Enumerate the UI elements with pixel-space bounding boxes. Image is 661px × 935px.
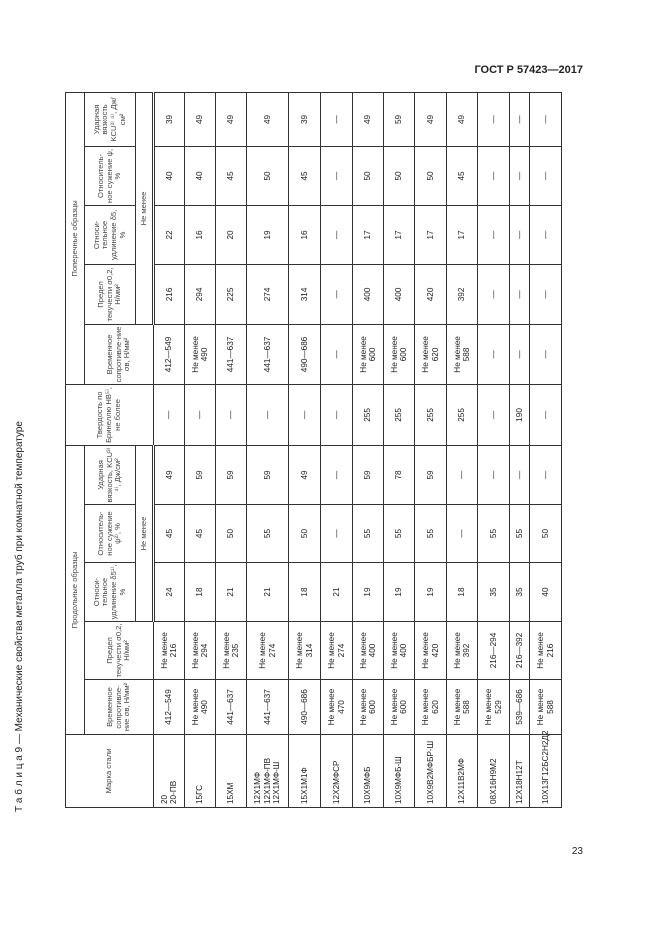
value-cell: Не менее 294 bbox=[185, 622, 216, 680]
value-cell: 420 bbox=[415, 264, 447, 324]
value-cell: — bbox=[510, 146, 530, 205]
value-cell: — bbox=[510, 92, 530, 146]
value-cell: — bbox=[530, 92, 562, 146]
value-cell: — bbox=[530, 264, 562, 324]
value-cell: Не менее 400 bbox=[384, 622, 415, 680]
value-cell: — bbox=[510, 445, 530, 504]
value-cell: 49 bbox=[185, 92, 216, 146]
value-cell: — bbox=[447, 505, 478, 563]
value-cell: 21 bbox=[321, 563, 353, 622]
value-cell: 55 bbox=[384, 505, 415, 563]
value-cell: — bbox=[321, 505, 353, 563]
value-cell: — bbox=[289, 384, 321, 445]
value-cell: 441—637 bbox=[216, 680, 247, 735]
value-cell: Не менее 600 bbox=[353, 680, 384, 735]
value-cell: Не менее 588 bbox=[530, 680, 562, 735]
value-cell: — bbox=[154, 384, 185, 445]
table-body bbox=[154, 92, 562, 807]
value-cell: 17 bbox=[447, 205, 478, 264]
value-cell: 16 bbox=[185, 205, 216, 264]
table-row bbox=[447, 92, 478, 807]
value-cell: 412—549 bbox=[154, 324, 185, 384]
value-cell: — bbox=[478, 264, 510, 324]
steel-grade-cell: 15ГС bbox=[185, 735, 216, 808]
value-cell: — bbox=[321, 205, 353, 264]
value-cell: 49 bbox=[247, 92, 289, 146]
value-cell: 21 bbox=[247, 563, 289, 622]
value-cell: 55 bbox=[510, 505, 530, 563]
value-cell: 59 bbox=[185, 445, 216, 504]
value-cell: — bbox=[530, 384, 562, 445]
value-cell: 35 bbox=[478, 563, 510, 622]
steel-grade-cell: 08Х16Н9М2 bbox=[478, 735, 510, 808]
value-cell: 59 bbox=[216, 445, 247, 504]
value-cell: Не менее 600 bbox=[384, 324, 415, 384]
header-trans-not-less: Не менее bbox=[136, 92, 154, 324]
value-cell: 35 bbox=[510, 563, 530, 622]
value-cell: 24 bbox=[154, 563, 185, 622]
table-row bbox=[415, 92, 447, 807]
value-cell: 59 bbox=[353, 445, 384, 504]
value-cell: 49 bbox=[447, 92, 478, 146]
value-cell: Не менее 235 bbox=[216, 622, 247, 680]
value-cell: — bbox=[321, 384, 353, 445]
value-cell: 55 bbox=[353, 505, 384, 563]
value-cell: 50 bbox=[289, 505, 321, 563]
value-cell: 490—686 bbox=[289, 680, 321, 735]
header-long-yield: Предел текучести σ0,2, Н/мм² bbox=[85, 622, 154, 680]
value-cell: — bbox=[321, 92, 353, 146]
header-hardness: Твердость по Бринеллю НВ⁵⁾, не более bbox=[66, 384, 154, 445]
value-cell: 17 bbox=[384, 205, 415, 264]
value-cell: 255 bbox=[447, 384, 478, 445]
value-cell: Не менее 216 bbox=[154, 622, 185, 680]
value-cell: — bbox=[185, 384, 216, 445]
table-row bbox=[321, 92, 353, 807]
value-cell: 19 bbox=[415, 563, 447, 622]
value-cell: — bbox=[478, 92, 510, 146]
value-cell: 49 bbox=[415, 92, 447, 146]
value-cell: 216—294 bbox=[478, 622, 510, 680]
header-trans-elongation: Относи-тельное удлинение δ5, % bbox=[85, 205, 136, 264]
value-cell: 49 bbox=[216, 92, 247, 146]
table-row bbox=[185, 92, 216, 807]
steel-grade-cell: 12Х2МФСР bbox=[321, 735, 353, 808]
value-cell: Не менее 400 bbox=[353, 622, 384, 680]
header-trans-reduction: Относитель-ное сужение ψ, % bbox=[85, 146, 136, 205]
value-cell: 59 bbox=[415, 445, 447, 504]
value-cell: Не менее 314 bbox=[289, 622, 321, 680]
header-long-reduction: Относитель-ное сужение ψ²⁾, % bbox=[85, 505, 136, 563]
value-cell: — bbox=[530, 205, 562, 264]
value-cell: 441—637 bbox=[216, 324, 247, 384]
table-row bbox=[216, 92, 247, 807]
value-cell: Не менее 620 bbox=[415, 324, 447, 384]
value-cell: — bbox=[478, 384, 510, 445]
value-cell: 55 bbox=[247, 505, 289, 563]
value-cell: — bbox=[478, 205, 510, 264]
steel-grade-cell: 10Х9В2МФБР-Ш bbox=[415, 735, 447, 808]
value-cell: 50 bbox=[247, 146, 289, 205]
steel-grade-cell: 12Х11В2МФ bbox=[447, 735, 478, 808]
value-cell: 19 bbox=[384, 563, 415, 622]
value-cell: — bbox=[216, 384, 247, 445]
header-long-elongation: Относи-тельное удлинение δ5¹⁾, % bbox=[85, 563, 136, 622]
value-cell: 50 bbox=[353, 146, 384, 205]
table-row bbox=[530, 92, 562, 807]
value-cell: 40 bbox=[530, 563, 562, 622]
table-row bbox=[247, 92, 289, 807]
value-cell: — bbox=[447, 445, 478, 504]
value-cell: 45 bbox=[447, 146, 478, 205]
value-cell: 18 bbox=[289, 563, 321, 622]
header-longitudinal-samples: Продольные образцы bbox=[66, 445, 85, 734]
page-number: 23 bbox=[571, 846, 583, 857]
value-cell: 294 bbox=[185, 264, 216, 324]
value-cell: — bbox=[530, 146, 562, 205]
steel-grade-cell: 12Х18Н12Т bbox=[510, 735, 530, 808]
value-cell: 400 bbox=[384, 264, 415, 324]
value-cell: Не менее 490 bbox=[185, 680, 216, 735]
table-row bbox=[478, 92, 510, 807]
steel-grade-cell: 15ХМ bbox=[216, 735, 247, 808]
table-row bbox=[384, 92, 415, 807]
value-cell: Не менее 588 bbox=[447, 680, 478, 735]
value-cell: 49 bbox=[353, 92, 384, 146]
value-cell: Не менее 588 bbox=[447, 324, 478, 384]
mechanical-properties-table bbox=[65, 92, 562, 808]
value-cell: Не менее 216 bbox=[530, 622, 562, 680]
table-row bbox=[353, 92, 384, 807]
value-cell: 50 bbox=[216, 505, 247, 563]
header-long-impact: Ударная вязкость, KCU³⁾ ⁴⁾, Дж/см² bbox=[85, 445, 136, 504]
value-cell: Не менее 600 bbox=[353, 324, 384, 384]
value-cell: 45 bbox=[154, 505, 185, 563]
steel-grade-cell: 15Х1М1Ф bbox=[289, 735, 321, 808]
value-cell: 50 bbox=[415, 146, 447, 205]
value-cell: 21 bbox=[216, 563, 247, 622]
value-cell: 392 bbox=[447, 264, 478, 324]
value-cell: 255 bbox=[353, 384, 384, 445]
header-transverse-samples: Поперечные образцы bbox=[66, 92, 85, 384]
value-cell: 50 bbox=[384, 146, 415, 205]
value-cell: 45 bbox=[289, 146, 321, 205]
value-cell: 40 bbox=[185, 146, 216, 205]
value-cell: — bbox=[321, 445, 353, 504]
steel-grade-cell: 10Х9МФБ-Ш bbox=[384, 735, 415, 808]
value-cell: 216 bbox=[154, 264, 185, 324]
value-cell: Не менее 274 bbox=[247, 622, 289, 680]
value-cell: 22 bbox=[154, 205, 185, 264]
header-steel-grade: Марка стали bbox=[66, 735, 154, 808]
value-cell: Не менее 420 bbox=[415, 622, 447, 680]
value-cell: 400 bbox=[353, 264, 384, 324]
value-cell: 19 bbox=[247, 205, 289, 264]
steel-grade-cell: 10Х13Г12БС2Н2Д2 bbox=[530, 735, 562, 808]
value-cell: 255 bbox=[415, 384, 447, 445]
value-cell: 17 bbox=[353, 205, 384, 264]
value-cell: 18 bbox=[447, 563, 478, 622]
value-cell: — bbox=[530, 445, 562, 504]
value-cell: 18 bbox=[185, 563, 216, 622]
value-cell: 255 bbox=[384, 384, 415, 445]
value-cell: 39 bbox=[154, 92, 185, 146]
value-cell: 216—392 bbox=[510, 622, 530, 680]
table-caption: Т а б л и ц а 9 — Механические свойства металла труб при комнатной температуре bbox=[14, 421, 25, 812]
value-cell: 39 bbox=[289, 92, 321, 146]
value-cell: 20 bbox=[216, 205, 247, 264]
value-cell: 55 bbox=[415, 505, 447, 563]
value-cell: 441—637 bbox=[247, 324, 289, 384]
value-cell: 55 bbox=[478, 505, 510, 563]
value-cell: 441—637 bbox=[247, 680, 289, 735]
steel-grade-cell: 20 20-ПВ bbox=[154, 735, 185, 808]
value-cell: — bbox=[510, 205, 530, 264]
value-cell: 49 bbox=[154, 445, 185, 504]
value-cell: 412—549 bbox=[154, 680, 185, 735]
rotated-table-container bbox=[65, 93, 563, 808]
value-cell: 17 bbox=[415, 205, 447, 264]
value-cell: 45 bbox=[185, 505, 216, 563]
table-row bbox=[289, 92, 321, 807]
value-cell: Не менее 274 bbox=[321, 622, 353, 680]
value-cell: 45 bbox=[216, 146, 247, 205]
value-cell: 539—686 bbox=[510, 680, 530, 735]
steel-grade-cell: 10Х9МФБ bbox=[353, 735, 384, 808]
value-cell: 59 bbox=[384, 92, 415, 146]
table-row bbox=[510, 92, 530, 807]
value-cell: 50 bbox=[530, 505, 562, 563]
header-long-tensile: Временное сопротивле-ние σв, Н/мм² bbox=[85, 680, 154, 735]
value-cell: — bbox=[510, 264, 530, 324]
header-trans-yield: Предел текучести σ0,2, Н/мм² bbox=[85, 264, 136, 324]
value-cell: — bbox=[530, 324, 562, 384]
value-cell: 225 bbox=[216, 264, 247, 324]
value-cell: — bbox=[321, 324, 353, 384]
value-cell: 314 bbox=[289, 264, 321, 324]
value-cell: Не менее 490 bbox=[185, 324, 216, 384]
value-cell: 49 bbox=[289, 445, 321, 504]
table-row bbox=[154, 92, 185, 807]
header-long-not-less: Не менее bbox=[136, 445, 154, 621]
steel-grade-cell: 12Х1МФ 12Х1МФ-ПВ 12Х1МФ-Ш bbox=[247, 735, 289, 808]
value-cell: Не менее 470 bbox=[321, 680, 353, 735]
value-cell: — bbox=[478, 324, 510, 384]
value-cell: Не менее 600 bbox=[384, 680, 415, 735]
value-cell: — bbox=[478, 445, 510, 504]
value-cell: — bbox=[510, 324, 530, 384]
value-cell: Не менее 392 bbox=[447, 622, 478, 680]
value-cell: 40 bbox=[154, 146, 185, 205]
value-cell: 59 bbox=[247, 445, 289, 504]
header-trans-tensile: Временное сопротивле-ние σв, Н/мм² bbox=[85, 324, 154, 384]
value-cell: — bbox=[247, 384, 289, 445]
value-cell: — bbox=[321, 264, 353, 324]
value-cell: 16 bbox=[289, 205, 321, 264]
value-cell: — bbox=[478, 146, 510, 205]
document-code: ГОСТ Р 57423—2017 bbox=[474, 64, 583, 76]
value-cell: 274 bbox=[247, 264, 289, 324]
value-cell: 19 bbox=[353, 563, 384, 622]
value-cell: 490—686 bbox=[289, 324, 321, 384]
value-cell: Не менее 620 bbox=[415, 680, 447, 735]
value-cell: — bbox=[321, 146, 353, 205]
value-cell: 190 bbox=[510, 384, 530, 445]
value-cell: 78 bbox=[384, 445, 415, 504]
header-trans-impact: Ударная вязкость KCU³⁾ ⁴⁾, Дж/см² bbox=[85, 92, 136, 146]
value-cell: Не менее 529 bbox=[478, 680, 510, 735]
